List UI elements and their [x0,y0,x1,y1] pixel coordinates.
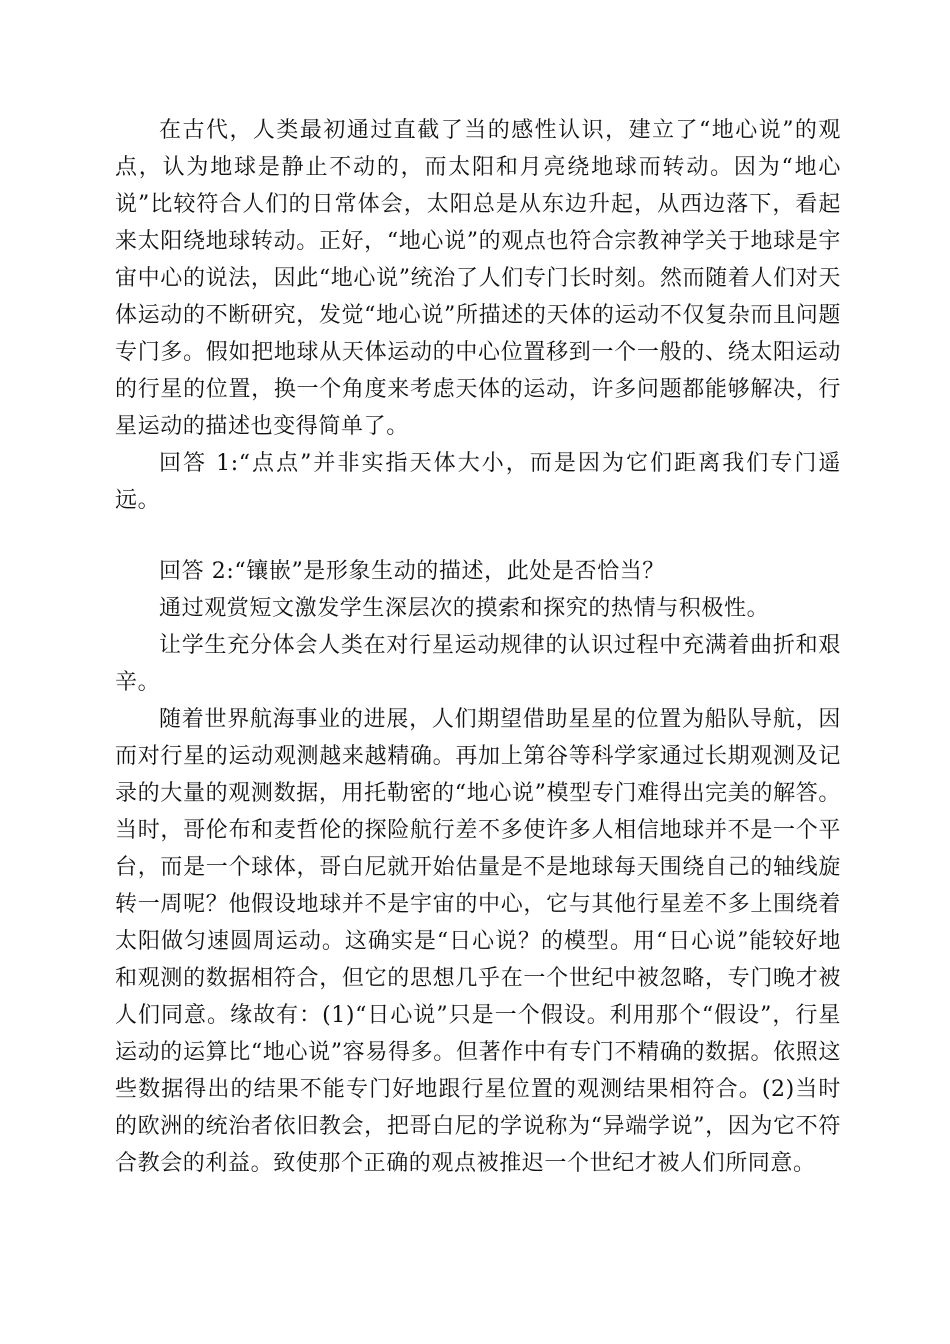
paragraph-answer-2: 回答 2:“镶嵌”是形象生动的描述，此处是否恰当？ [159,559,665,584]
paragraph-geocentric-history: 在古代，人类最初通过直截了当的感性认识，建立了“地心说”的观点，认为地球是静止不动的，而太阳和月亮绕地球而转动。因为“地心说”比较符合人们的日常体会，太阳总是从东边升起，从西边落下，看起来太阳绕地球转动。正好，“地心说”的观点也符合宗教神学关于地球是宇宙中心的说法，因此“地心说”统治了人们专门长时刻。然而随着人们对天体运动的不断研究，发觉“地心说”所描述的天体的运动不仅复杂而且问题专门多。假如把地球从天体运动的中心位置移到一个一般的、绕太阳运动的行星的位置，换一个角度来考虑天体的运动，许多问题都能够解决，行星运动的描述也变得简单了。 [115,118,841,439]
paragraph-answer-1: 回答 1:“点点”并非实指天体大小，而是因为它们距离我们专门遥远。 [115,451,841,513]
document-page [115,112,841,1182]
paragraph-goal-exploration: 通过观赏短文激发学生深层次的摸索和探究的热情与积极性。 [159,596,770,621]
paragraph-goal-understanding: 让学生充分体会人类在对行星运动规律的认识过程中充满着曲折和艰辛。 [115,633,841,695]
paragraph-heliocentric-history: 随着世界航海事业的进展，人们期望借助星星的位置为船队导航，因而对行星的运动观测越来越精确。再加上第谷等科学家通过长期观测及记录的大量的观测数据，用托勒密的“地心说”模型专门难得出完美的解答。当时，哥伦布和麦哲伦的探险航行差不多使许多人相信地球并不是一个平台，而是一个球体，哥白尼就开始估量是不是地球每天围绕自己的轴线旋转一周呢？他假设地球并不是宇宙的中心，它与其他行星差不多上围绕着太阳做匀速圆周运动。这确实是“日心说？的模型。用“日心说”能较好地和观测的数据相符合，但它的思想几乎在一个世纪中被忽略，专门晚才被人们同意。缘故有：(1)“日心说”只是一个假设。利用那个“假设”，行星运动的运算比“地心说”容易得多。但著作中有专门不精确的数据。依照这些数据得出的结果不能专门好地跟行星位置的观测结果相符合。(2)当时的欧洲的统治者依旧教会，把哥白尼的学说称为“异端学说”，因为它不符合教会的利益。致使那个正确的观点被推迟一个世纪才被人们所同意。 [115,707,841,1176]
